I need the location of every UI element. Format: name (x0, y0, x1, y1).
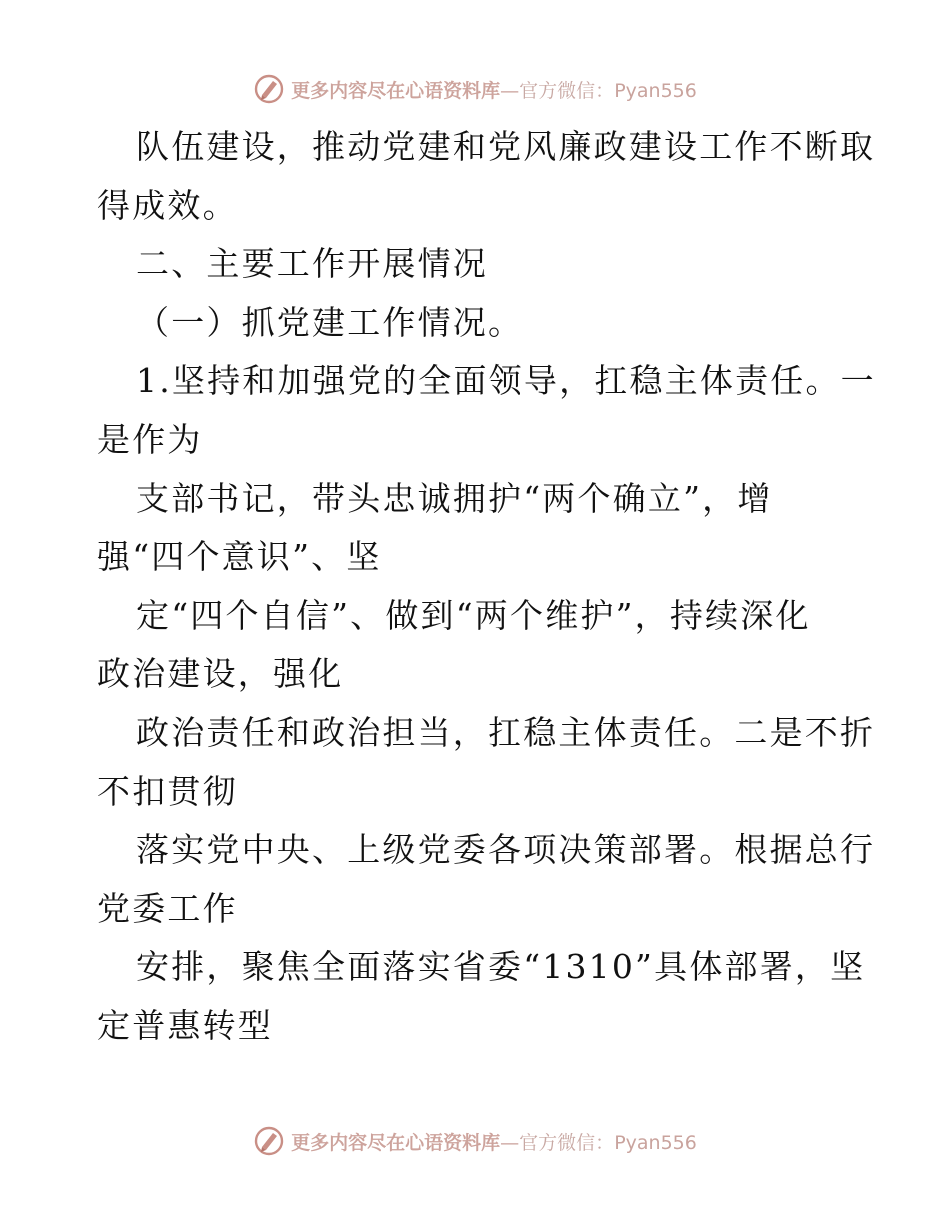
body-line: 强“四个意识”、坚 (97, 537, 382, 577)
subsection-heading: （一）抓党建工作情况。 (136, 302, 524, 342)
body-line: 党委工作 (97, 888, 238, 928)
body-line: 得成效。 (97, 185, 238, 225)
body-line: 定普惠转型 (97, 1005, 273, 1045)
body-line: 政治建设，强化 (97, 654, 344, 694)
header-watermark (0, 72, 950, 106)
body-line: 政治责任和政治担当，扛稳主体责任。二是不折 (136, 712, 876, 752)
watermark-text: 更多内容尽在心语资料库—官方微信：Pyan556 (291, 79, 697, 102)
document-body (97, 118, 876, 1056)
pen-logo-icon (253, 1125, 285, 1157)
body-line: 队伍建设，推动党建和党风廉政建设工作不断取 (136, 127, 876, 166)
body-line: 不扣贯彻 (97, 771, 238, 811)
body-line: 是作为 (97, 419, 203, 459)
watermark-text: 更多内容尽在心语资料库—官方微信：Pyan556 (291, 1131, 697, 1154)
footer-watermark (0, 1124, 950, 1158)
body-line: 定“四个自信”、做到“两个维护”，持续深化 (136, 595, 811, 635)
body-line: 安排，聚焦全面落实省委“1310”具体部署，坚 (136, 947, 866, 987)
body-line: 支部书记，带头忠诚拥护“两个确立”，增 (136, 478, 773, 518)
body-line: 落实党中央、上级党委各项决策部署。根据总行 (136, 830, 876, 870)
body-line: 1.坚持和加强党的全面领导，扛稳主体责任。一 (136, 361, 876, 401)
section-heading: 二、主要工作开展情况 (136, 244, 488, 284)
pen-logo-icon (253, 73, 285, 105)
